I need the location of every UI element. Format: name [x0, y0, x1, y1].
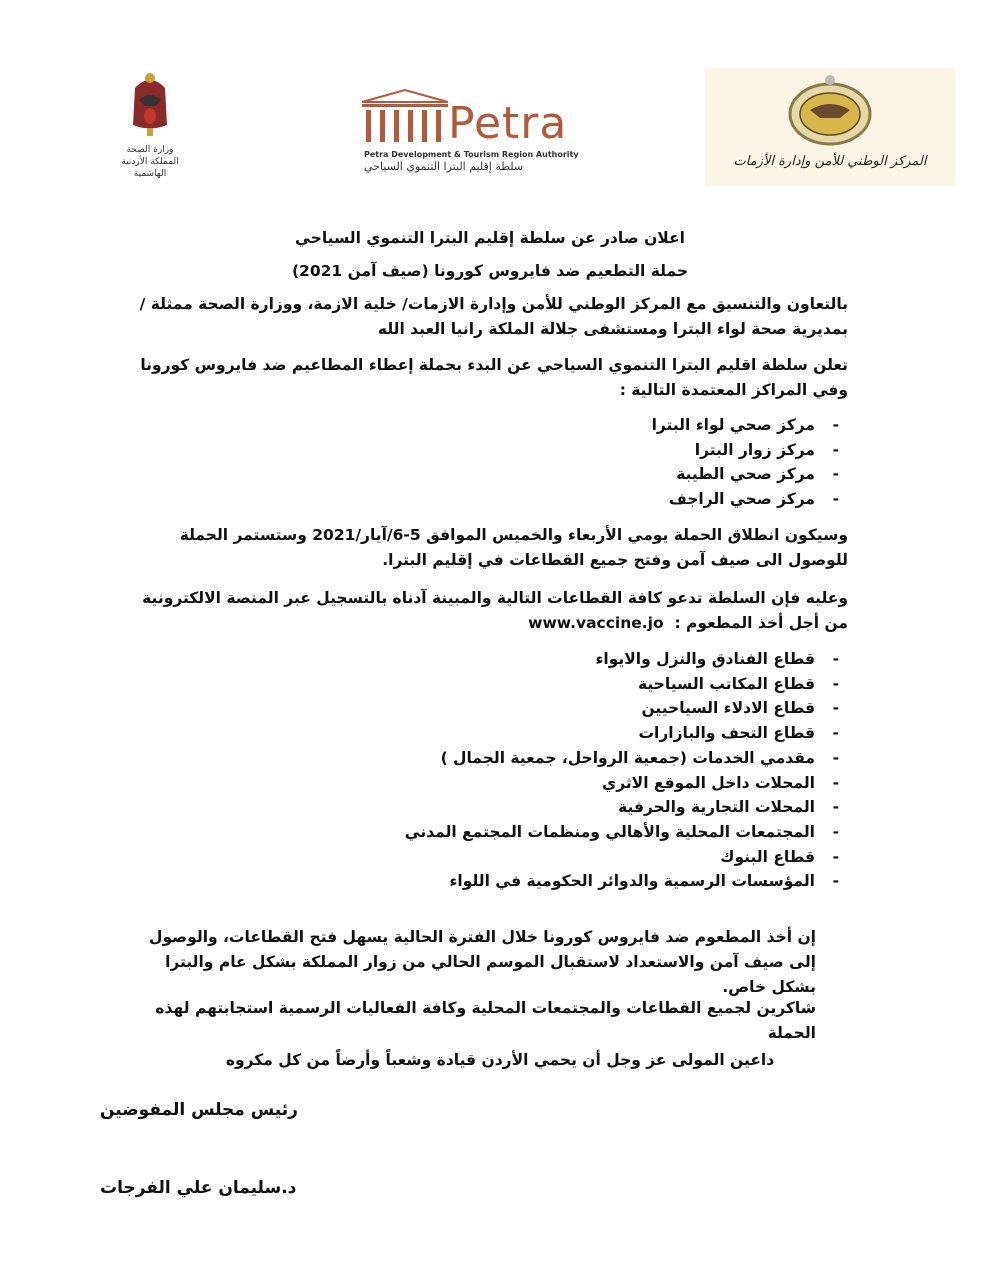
announcement-subtitle: حملة التطعيم ضد فايروس كورونا (صيف آمن 2021)	[291, 262, 689, 280]
vaccine-website-link[interactable]: www.vaccine.jo	[528, 614, 664, 632]
list-item: - المحلات التجارية والحرفية	[405, 795, 839, 820]
list-item: - مركز زوار البترا	[652, 438, 839, 463]
petra-authority-logo	[360, 88, 630, 178]
sectors-list	[405, 647, 839, 894]
prayer-paragraph: داعين المولى عز وجل أن يحمي الأردن قيادة وشعباً وأرضاً من كل مكروه	[225, 1051, 775, 1069]
crisis-center-emblem-icon	[785, 72, 875, 152]
campaign-paragraph: تعلن سلطة اقليم البترا التنموي السياحي عن البدء بحملة إعطاء المطاعيم ضد فايروس كورونا وفي المراكز المعتمدة التالية :	[140, 356, 848, 399]
crisis-center-logo	[705, 68, 955, 186]
registration-text: وعليه فإن السلطة تدعو كافة القطاعات التالية والمبينة آدناه بالتسجيل عبر المنصة الالكترونية	[142, 589, 848, 607]
list-item: - مركز صحي لواء البترا	[652, 413, 839, 438]
vaccination-centers-list	[652, 413, 839, 511]
list-item: - قطاع التحف والبازارات	[405, 721, 839, 746]
intro-paragraph: بالتعاون والتنسيق مع المركز الوطني للأمن وإدارة الازمات/ خلية الازمة، ووزارة الصحة ممثلة / بمديرية صحة لواء البترا ومستشفى جلالة الملكة رانيا العبد الله	[139, 295, 848, 338]
list-item: - مقدمي الخدمات (جمعية الرواحل، جمعية الجمال )	[405, 746, 839, 771]
temple-columns-icon	[360, 88, 450, 148]
list-item: - قطاع الفنادق والنزل والايواء	[405, 647, 839, 672]
thanks-paragraph: شاكرين لجميع القطاعات والمجتمعات المحلية وكافة الفعاليات الرسمية استجابتهم لهذه الحملة	[155, 999, 816, 1042]
list-item: - المؤسسات الرسمية والدوائر الحكومية في اللواء	[405, 869, 839, 894]
list-item: - مركز صحي الراجف	[652, 487, 839, 512]
benefit-paragraph: إن أخذ المطعوم ضد فايروس كورونا خلال الفترة الحالية يسهل فتح القطاعات، والوصول إلى صيف آمن والاستعداد لاستقبال الموسم الحالي من زوار المملكة بشكل عام والبترا بشكل خاص.	[149, 928, 816, 996]
list-item: - المحلات داخل الموقع الاثري	[405, 771, 839, 796]
kingdom-name: المملكة الأردنية الهاشمية	[121, 157, 179, 179]
registration-paragraph	[130, 586, 848, 636]
petra-arabic-name: سلطة إقليم البترا التنموي السياحي	[364, 160, 524, 173]
ministry-of-health-logo	[110, 70, 190, 180]
list-item: - قطاع الادلاء السياحيين	[405, 696, 839, 721]
list-item: - قطاع المكاتب السياحية	[405, 672, 839, 697]
announcement-title: اعلان صادر عن سلطة إقليم البترا التنموي السياحي	[295, 229, 685, 247]
ministry-name: وزارة الصحة	[126, 145, 174, 155]
signature-title: رئيس مجلس المفوضين	[100, 1100, 298, 1120]
list-item: - قطاع البنوك	[405, 845, 839, 870]
list-item: - المجتمعات المحلية والأهالي ومنظمات المجتمع المدني	[405, 820, 839, 845]
petra-wordmark: Petra	[448, 98, 568, 149]
registration-end: من أجل أخذ المطعوم :	[674, 614, 848, 632]
petra-english-name: Petra Development & Tourism Region Authority	[364, 150, 579, 159]
schedule-paragraph: وسيكون انطلاق الحملة يومي الأربعاء والخميس الموافق 5-6/آيار/2021 وستستمر الحملة للوصول الى صيف آمن وفتح جميع القطاعات في إقليم البترا.	[179, 526, 848, 569]
crisis-center-name: المركز الوطني للأمن وإدارة الأزمات	[733, 154, 927, 169]
list-item: - مركز صحي الطيبة	[652, 462, 839, 487]
jordan-coat-of-arms-icon	[125, 70, 175, 140]
signature-name: د.سليمان علي الفرجات	[100, 1178, 297, 1198]
